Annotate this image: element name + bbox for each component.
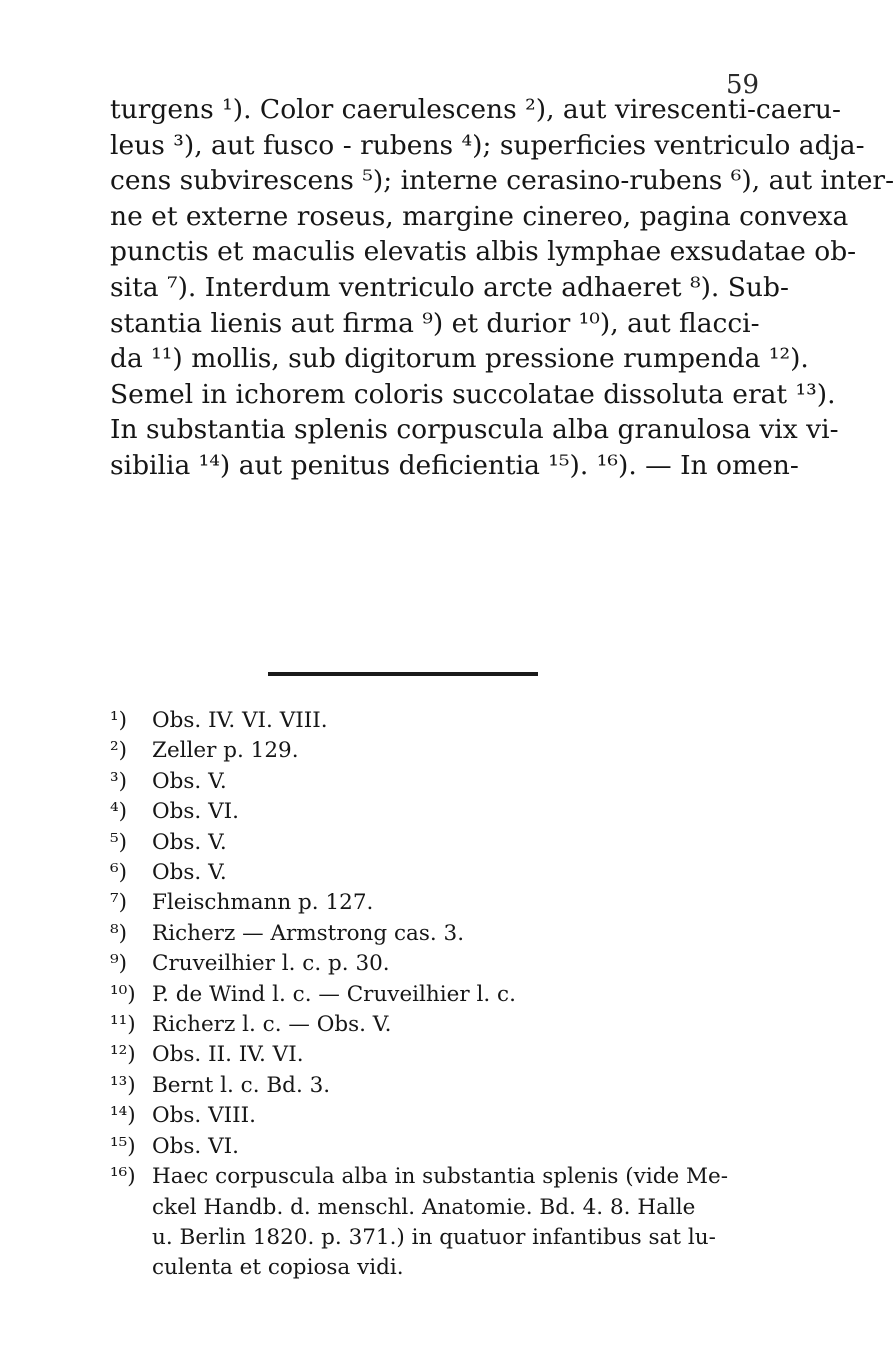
- footnote: [110, 1101, 720, 1131]
- footnote-mark: ¹³): [110, 1072, 136, 1098]
- footnote-continuation-line: culenta et copiosa vidi.: [152, 1255, 404, 1281]
- footnote: [110, 888, 720, 918]
- footnote-text: Obs. VI.: [152, 1133, 239, 1159]
- footnote-mark: ⁶): [110, 860, 128, 886]
- footnote-mark: ⁴): [110, 799, 128, 825]
- footnote-text: Obs. VIII.: [152, 1103, 256, 1129]
- footnote-mark: ³): [110, 768, 128, 794]
- text-line: leus ³), aut fusco - rubens ⁴); superficies ventriculo adja-: [110, 129, 865, 161]
- text-line: sita ⁷). Interdum ventriculo arcte adhaeret ⁸). Sub-: [110, 271, 789, 303]
- footnote-mark: ¹⁰): [110, 981, 136, 1007]
- footnote-mark: ¹): [110, 708, 128, 733]
- footnote-text: P. de Wind l. c. — Cruveilhier l. c.: [152, 981, 516, 1007]
- footnote: [110, 828, 720, 858]
- footnote-mark: ⁵): [110, 829, 128, 855]
- footnotes: [110, 706, 729, 1284]
- footnote: [110, 736, 720, 766]
- footnote: [110, 797, 720, 827]
- footnote: [110, 1040, 720, 1070]
- footnote-text: Bernt l. c. Bd. 3.: [152, 1072, 331, 1098]
- footnote: [110, 706, 720, 736]
- footnote: [110, 858, 720, 888]
- footnote-mark: ¹⁶): [110, 1164, 136, 1190]
- footnote-separator-rule: [268, 672, 538, 676]
- text-line: ne et externe roseus, margine cinereo, pagina convexa: [110, 200, 849, 232]
- footnote: [110, 1010, 720, 1040]
- footnote: [110, 1132, 720, 1162]
- text-line: In substantia splenis corpuscula alba granulosa vix vi-: [110, 414, 839, 446]
- page-number: 59: [726, 70, 760, 100]
- text-line: da ¹¹) mollis, sub digitorum pressione rumpenda ¹²).: [110, 343, 809, 375]
- footnote-text: Zeller p. 129.: [152, 738, 299, 764]
- text-line: Semel in ichorem coloris succolatae dissoluta erat ¹³).: [110, 378, 836, 410]
- footnote-mark: ⁸): [110, 920, 128, 946]
- footnote-text: Haec corpuscula alba in substantia splenis (vide Me-: [152, 1164, 729, 1190]
- footnote-text: Richerz — Armstrong cas. 3.: [152, 920, 465, 946]
- footnote-text: Obs. V.: [152, 829, 227, 855]
- footnote-text: Richerz l. c. — Obs. V.: [152, 1012, 392, 1038]
- footnote-text: Obs. V.: [152, 768, 227, 794]
- footnote-continuation-line: u. Berlin 1820. p. 371.) in quatuor infantibus sat lu-: [152, 1224, 716, 1250]
- text-line: sibilia ¹⁴) aut penitus deficientia ¹⁵). ¹⁶). — In omen-: [110, 449, 799, 481]
- footnote: [110, 767, 720, 797]
- footnote-mark: ⁷): [110, 890, 128, 916]
- footnote: [110, 919, 720, 949]
- footnote-mark: ¹⁵): [110, 1133, 136, 1159]
- footnote-mark: ¹¹): [110, 1012, 136, 1038]
- footnote-text: Obs. II. IV. VI.: [152, 1042, 304, 1068]
- footnote: [110, 949, 720, 979]
- footnote-text: Cruveilhier l. c. p. 30.: [152, 951, 390, 977]
- text-line: turgens ¹). Color caerulescens ²), aut virescenti-caeru-: [110, 94, 841, 125]
- footnote: [110, 1162, 729, 1192]
- text-line: punctis et maculis elevatis albis lymphae exsudatae ob-: [110, 236, 857, 268]
- footnote-text: Obs. V.: [152, 860, 227, 886]
- footnote-mark: ¹²): [110, 1042, 136, 1068]
- footnote-mark: ²): [110, 738, 128, 764]
- text-line: stantia lienis aut firma ⁹) et durior ¹⁰), aut flacci-: [110, 307, 760, 339]
- footnote: [110, 980, 720, 1010]
- footnote-mark: ⁹): [110, 951, 128, 977]
- footnote-continuation-line: ckel Handb. d. menschl. Anatomie. Bd. 4. 8. Halle: [152, 1194, 696, 1220]
- footnote-text: Fleischmann p. 127.: [152, 890, 374, 916]
- footnote: [110, 1071, 720, 1101]
- main-text: [110, 92, 894, 484]
- footnote-text: Obs. VI.: [152, 799, 239, 825]
- footnote-text: Obs. IV. VI. VIII.: [152, 708, 328, 733]
- text-line: cens subvirescens ⁵); interne cerasino-rubens ⁶), aut inter-: [110, 165, 894, 197]
- footnote-mark: ¹⁴): [110, 1103, 136, 1129]
